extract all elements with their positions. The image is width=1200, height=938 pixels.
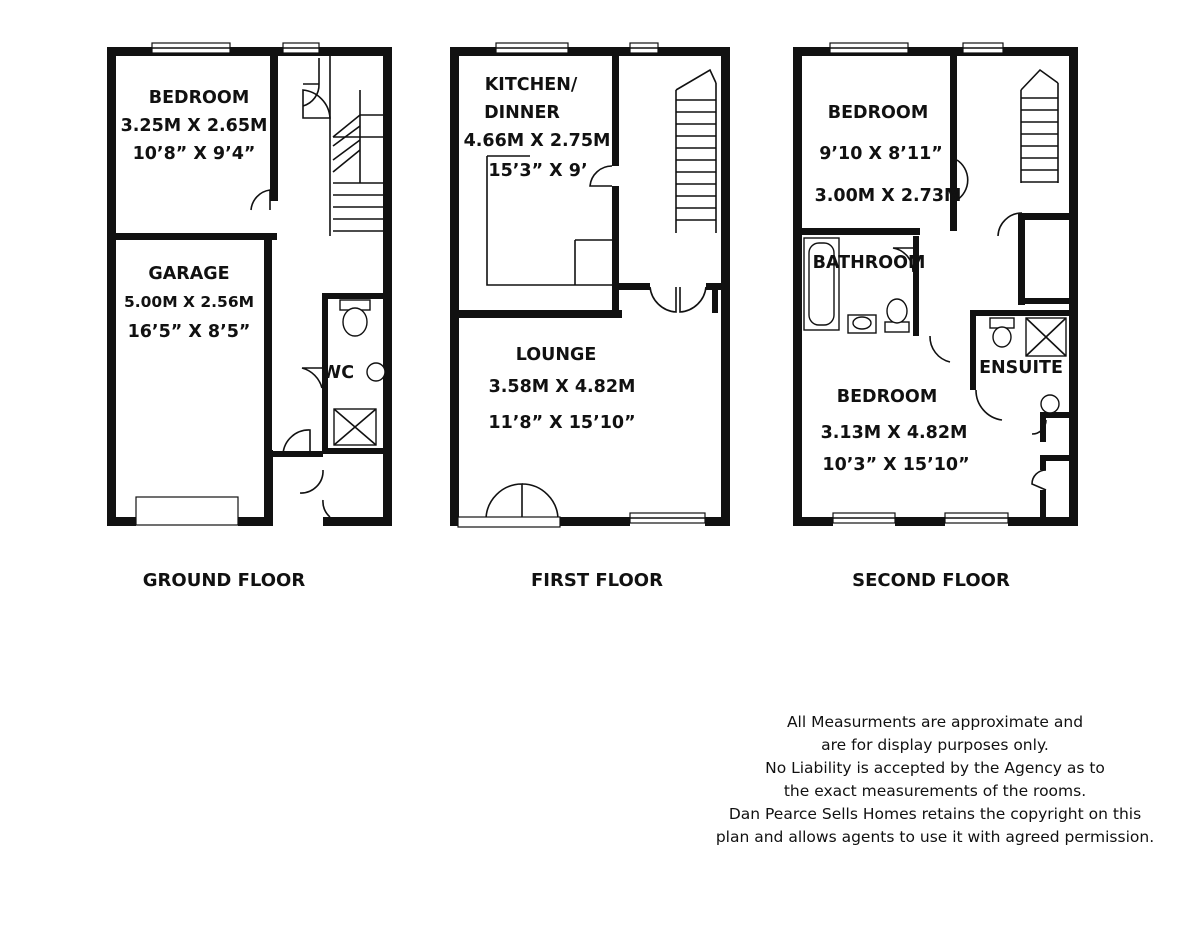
lounge-imperial: 11’8” X 15’10”	[488, 413, 636, 433]
disclaimer-line: All Measurments are approximate and	[786, 713, 1084, 731]
disclaimer-line: plan and allows agents to use it with agreed permission.	[715, 828, 1155, 846]
disclaimer-line: Dan Pearce Sells Homes retains the copyright on this	[728, 805, 1142, 823]
kitchen-imperial: 15’3” X 9’	[488, 161, 588, 181]
rear-bedroom-metric: 3.13M X 4.82M	[820, 423, 968, 443]
bathroom-name: BATHROOM	[812, 253, 926, 273]
disclaimer-line: the exact measurements of the rooms.	[783, 782, 1087, 800]
second-floor-label: SECOND FLOOR	[852, 570, 1010, 591]
ground-floor-label: GROUND FLOOR	[142, 570, 306, 591]
second-bedroom-name: BEDROOM	[827, 103, 929, 123]
ensuite-name: ENSUITE	[979, 358, 1063, 378]
ground-bedroom-imperial: 10’8” X 9’4”	[132, 144, 256, 164]
disclaimer-line: No Liability is accepted by the Agency as to	[765, 759, 1105, 777]
rear-bedroom-name: BEDROOM	[836, 387, 938, 407]
ground-bedroom-metric: 3.25M X 2.65M	[120, 116, 268, 136]
wc-name: WC	[321, 363, 355, 383]
first-floor-label: FIRST FLOOR	[531, 570, 663, 591]
garage-imperial: 16’5” X 8’5”	[127, 322, 251, 342]
rear-bedroom-imperial: 10’3” X 15’10”	[822, 455, 970, 475]
disclaimer-line: are for display purposes only.	[821, 736, 1049, 754]
second-bedroom-metric: 3.00M X 2.73M	[814, 186, 962, 206]
disclaimer-text	[700, 711, 1170, 849]
second-bedroom-imperial: 9’10 X 8’11”	[819, 144, 943, 164]
ground-bedroom-name: BEDROOM	[148, 88, 250, 108]
kitchen-name-line1: KITCHEN/	[484, 75, 578, 95]
garage-metric: 5.00M X 2.56M	[123, 293, 255, 311]
lounge-metric: 3.58M X 4.82M	[488, 377, 636, 397]
lounge-name: LOUNGE	[515, 345, 597, 365]
kitchen-name-line2: DINNER	[484, 103, 560, 123]
kitchen-metric: 4.66M X 2.75M	[463, 131, 611, 151]
garage-name: GARAGE	[148, 264, 230, 284]
